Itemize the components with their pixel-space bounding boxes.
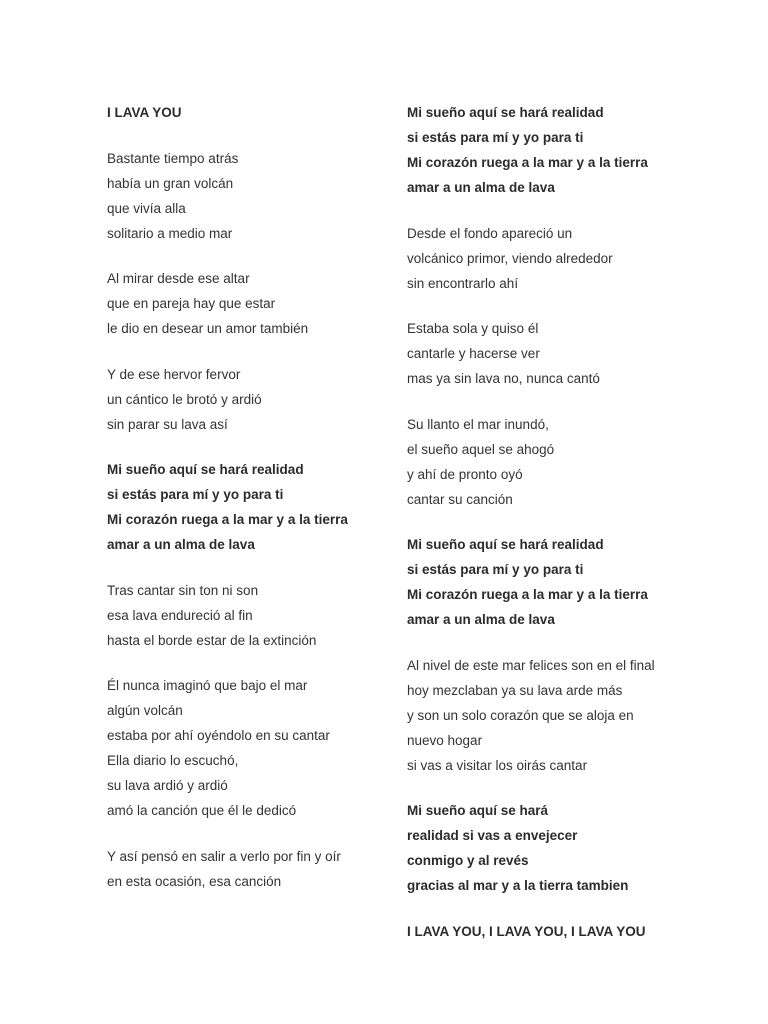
lyric-line: y son un solo corazón que se aloja en bbox=[407, 707, 634, 723]
lyric-line: hasta el borde estar de la extinción bbox=[107, 632, 317, 648]
lyric-line: cantar su canción bbox=[407, 491, 513, 507]
chorus-line: si estás para mí y yo para ti bbox=[107, 487, 284, 502]
stanza-gap bbox=[407, 296, 757, 317]
lyric-line: nuevo hogar bbox=[407, 732, 483, 748]
chorus-line: si estás para mí y yo para ti bbox=[407, 562, 584, 577]
lyric-line: Y así pensó en salir a verlo por fin y oír bbox=[107, 848, 341, 864]
lyric-line: Ella diario lo escuchó, bbox=[107, 753, 239, 768]
stanza-gap bbox=[107, 653, 457, 674]
lyric-line: algún volcán bbox=[107, 703, 183, 718]
lyric-line: Y de ese hervor fervor bbox=[107, 366, 241, 382]
chorus-line: Mi sueño aquí se hará realidad bbox=[107, 462, 304, 477]
stanza-gap bbox=[107, 437, 457, 458]
lyric-line: sin parar su lava así bbox=[107, 416, 228, 432]
chorus-line: amar a un alma de lava bbox=[407, 180, 555, 195]
lyric-line: un cántico le brotó y ardió bbox=[107, 391, 262, 407]
lyric-line: mas ya sin lava no, nunca cantó bbox=[407, 371, 600, 386]
chorus-line: amar a un alma de lava bbox=[107, 537, 255, 552]
lyric-line: Al mirar desde ese altar bbox=[107, 271, 250, 286]
chorus-line: I LAVA YOU, I LAVA YOU, I LAVA YOU bbox=[407, 923, 646, 939]
lyric-line: Bastante tiempo atrás bbox=[107, 150, 239, 166]
lyric-line: su lava ardió y ardió bbox=[107, 778, 228, 793]
lyric-line: solitario a medio mar bbox=[107, 225, 233, 241]
lyric-line: que en pareja hay que estar bbox=[107, 296, 276, 311]
lyric-line: y ahí de pronto oyó bbox=[407, 466, 523, 482]
lyric-line: Al nivel de este mar felices son en el final bbox=[407, 657, 655, 673]
stanza-gap bbox=[107, 125, 457, 146]
stanza-gap bbox=[107, 823, 457, 844]
lyric-line: que vivía alla bbox=[107, 200, 186, 216]
stanza-gap bbox=[107, 341, 457, 362]
chorus-line: Mi corazón ruega a la mar y a la tierra bbox=[407, 155, 648, 170]
stanza-gap bbox=[407, 778, 757, 799]
chorus-line: Mi corazón ruega a la mar y a la tierra bbox=[407, 587, 648, 602]
lyric-line: Tras cantar sin ton ni son bbox=[107, 582, 259, 598]
stanza-gap bbox=[407, 632, 757, 653]
lyric-line: cantarle y hacerse ver bbox=[407, 346, 540, 361]
lyric-line: le dio en desear un amor también bbox=[107, 321, 309, 336]
chorus-line: amar a un alma de lava bbox=[407, 612, 555, 627]
lyric-line: si vas a visitar los oirás cantar bbox=[407, 757, 588, 773]
lyric-line: en esta ocasión, esa canción bbox=[107, 873, 282, 889]
lyrics-right-column bbox=[407, 100, 757, 944]
chorus-line: realidad si vas a envejecer bbox=[407, 828, 578, 843]
stanza-gap bbox=[407, 898, 757, 919]
lyric-line: el sueño aquel se ahogó bbox=[407, 441, 555, 457]
lyric-line: sin encontrarlo ahí bbox=[407, 275, 519, 291]
lyrics-left-column bbox=[107, 100, 457, 894]
lyric-line: Estaba sola y quiso él bbox=[407, 321, 539, 336]
chorus-line: si estás para mí y yo para ti bbox=[407, 130, 584, 145]
lyric-line: Desde el fondo apareció un bbox=[407, 225, 573, 241]
chorus-line: conmigo y al revés bbox=[407, 853, 529, 868]
lyric-line: hoy mezclaban ya su lava arde más bbox=[407, 682, 623, 698]
lyric-line: había un gran volcán bbox=[107, 175, 234, 191]
stanza-gap bbox=[407, 200, 757, 221]
lyric-line: amó la canción que él le dedicó bbox=[107, 803, 297, 818]
stanza-gap bbox=[407, 512, 757, 533]
lyric-line: Su llanto el mar inundó, bbox=[407, 416, 549, 432]
chorus-line: Mi sueño aquí se hará realidad bbox=[407, 105, 604, 120]
stanza-gap bbox=[107, 246, 457, 267]
chorus-line: Mi corazón ruega a la mar y a la tierra bbox=[107, 512, 348, 527]
lyric-line: Él nunca imaginó que bajo el mar bbox=[107, 678, 308, 693]
chorus-line: gracias al mar y a la tierra tambien bbox=[407, 878, 629, 893]
stanza-gap bbox=[107, 557, 457, 578]
chorus-line: Mi sueño aquí se hará realidad bbox=[407, 537, 604, 552]
chorus-line: I LAVA YOU bbox=[107, 105, 182, 120]
stanza-gap bbox=[407, 391, 757, 412]
lyric-line: volcánico primor, viendo alrededor bbox=[407, 250, 613, 266]
chorus-line: Mi sueño aquí se hará bbox=[407, 803, 549, 818]
lyric-line: esa lava endureció al fin bbox=[107, 607, 253, 623]
lyric-line: estaba por ahí oyéndolo en su cantar bbox=[107, 728, 330, 743]
